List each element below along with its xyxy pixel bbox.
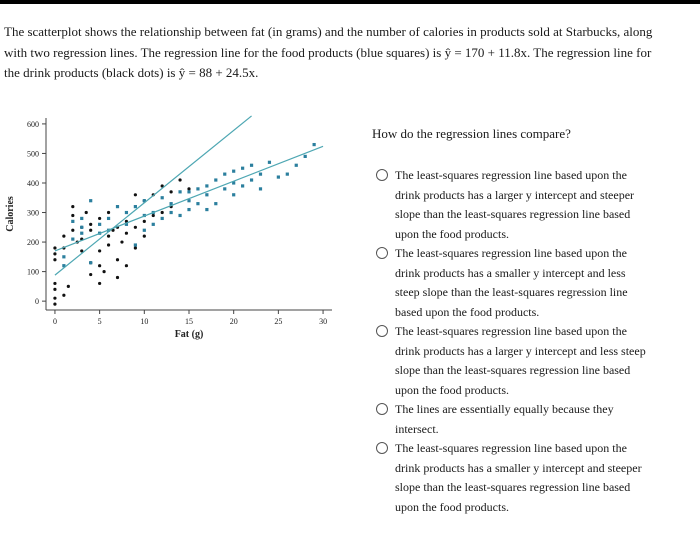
data-point-food [277,175,280,178]
answer-option-4[interactable] [376,400,696,439]
data-point-food [286,173,289,176]
data-point-drink [107,243,110,246]
x-tick-label: 10 [140,317,149,326]
data-point-drink [187,187,190,190]
y-tick-label: 600 [27,119,39,129]
option-line: steep slope than the least-squares regression line [395,285,628,299]
data-point-drink [53,302,56,305]
option-line: drink products has a larger y intercept and less steep [395,343,646,358]
data-point-drink [53,282,56,285]
data-point-drink [53,252,56,255]
data-point-drink [53,258,56,261]
intro-line: the drink products (black dots) is ŷ = 88 + 24.5x. [4,65,259,80]
problem-statement [4,22,694,84]
data-point-food [152,223,155,226]
x-tick-label: 30 [319,317,328,326]
data-point-food [313,143,316,146]
data-point-drink [102,270,105,273]
data-point-food [178,214,181,217]
data-point-drink [143,235,146,238]
answer-option-1[interactable] [376,166,696,244]
regression-line-drink [55,116,252,275]
option-text [395,166,696,244]
option-text [395,322,696,400]
data-point-food [250,164,253,167]
data-point-drink [134,193,137,196]
data-point-drink [107,211,110,214]
data-point-food [295,164,298,167]
data-point-drink [98,217,101,220]
option-text [395,244,696,322]
y-tick-label: 300 [27,208,39,218]
x-tick-label: 25 [274,317,283,326]
data-point-drink [98,264,101,267]
intro-line: with two regression lines. The regression line for the food products (blue squares) is ŷ = 170 + 11.8x. The regression line for [4,44,652,60]
question-text: How do the regression lines compare? [372,126,571,141]
data-point-drink [120,240,123,243]
data-point-food [196,202,199,205]
data-point-drink [98,282,101,285]
data-point-food [196,187,199,190]
data-point-food [80,232,83,235]
data-point-drink [170,190,173,193]
data-point-food [80,217,83,220]
data-point-drink [134,226,137,229]
data-point-food [187,190,190,193]
data-point-food [223,173,226,176]
scatterplot-chart [0,110,350,345]
option-line: upon the food products. [395,226,509,241]
data-point-food [98,223,101,226]
data-point-food [71,238,74,241]
option-line: The lines are essentially equally because they [395,402,614,416]
data-point-food [134,205,137,208]
data-point-food [223,187,226,190]
data-point-food [187,208,190,211]
data-point-drink [125,232,128,235]
data-point-drink [125,264,128,267]
radio-button[interactable] [376,442,388,454]
data-point-food [170,211,173,214]
option-line: The least-squares regression line based upon the [395,168,627,182]
data-point-food [214,202,217,205]
data-point-food [107,217,110,220]
data-point-food [205,184,208,187]
option-line: upon the food products. [395,382,509,397]
data-point-drink [98,249,101,252]
radio-button[interactable] [376,403,388,415]
option-line: based upon the food products. [395,304,540,319]
data-point-food [161,196,164,199]
data-point-drink [53,297,56,300]
x-axis-label: Fat (g) [174,329,204,340]
data-point-drink [89,273,92,276]
option-line: intersect. [395,421,439,436]
data-point-food [241,184,244,187]
data-point-food [62,255,65,258]
option-text [395,439,696,517]
data-point-food [116,205,119,208]
radio-button[interactable] [376,169,388,181]
data-point-drink [178,178,181,181]
data-point-drink [107,235,110,238]
answer-option-3[interactable] [376,322,696,400]
data-point-drink [89,229,92,232]
x-tick-label: 0 [52,317,57,326]
data-point-food [71,220,74,223]
radio-button[interactable] [376,325,388,337]
data-point-drink [53,246,56,249]
data-point-food [232,170,235,173]
data-point-drink [116,258,119,261]
x-tick-label: 20 [229,317,238,326]
y-tick-label: 200 [27,238,39,248]
data-point-drink [143,220,146,223]
data-point-drink [134,246,137,249]
top-border [0,0,700,4]
option-line: drink products has a smaller y intercept and less [395,265,626,280]
data-point-food [143,229,146,232]
option-line: slope than the least-squares regression line based [395,480,631,494]
option-line: drink products has a larger y intercept and steeper [395,187,635,202]
data-point-drink [62,235,65,238]
data-point-drink [62,294,65,297]
answer-option-2[interactable] [376,244,696,322]
data-point-drink [89,223,92,226]
data-point-food [161,217,164,220]
data-point-drink [71,214,74,217]
radio-button[interactable] [376,247,388,259]
data-point-food [241,167,244,170]
data-point-food [125,211,128,214]
option-line: upon the food products. [395,499,509,514]
answer-option-5[interactable] [376,439,696,517]
data-point-food [89,199,92,202]
option-line: The least-squares regression line based upon the [395,441,627,455]
option-line: slope than the least-squares regression line based [395,207,631,221]
data-point-drink [53,288,56,291]
answer-options [376,166,696,517]
x-tick-label: 5 [97,317,102,326]
data-point-drink [71,205,74,208]
data-point-food [80,226,83,229]
y-axis-label: Calories [5,196,16,232]
data-point-food [259,173,262,176]
data-point-food [259,187,262,190]
data-point-food [89,261,92,264]
option-line: The least-squares regression line based upon the [395,246,627,260]
option-text [395,400,696,439]
intro-line: The scatterplot shows the relationship between fat (in grams) and the number of calories in products sold at Starbucks, along [4,24,653,39]
data-point-drink [67,285,70,288]
data-point-drink [71,229,74,232]
data-point-food [214,178,217,181]
data-point-drink [85,211,88,214]
regression-line-food [55,146,323,251]
data-point-food [178,190,181,193]
y-tick-label: 100 [27,267,39,277]
data-point-food [205,193,208,196]
option-line: slope than the least-squares regression line based [395,363,631,377]
data-point-drink [116,276,119,279]
data-point-food [134,243,137,246]
data-point-food [304,155,307,158]
option-line: drink products has a smaller y intercept and steeper [395,460,642,475]
data-point-drink [161,211,164,214]
data-point-food [250,178,253,181]
y-tick-label: 500 [27,149,39,159]
option-line: The least-squares regression line based upon the [395,324,627,338]
data-point-food [232,193,235,196]
y-tick-label: 0 [35,297,39,307]
data-point-food [205,208,208,211]
y-tick-label: 400 [27,178,39,188]
x-tick-label: 15 [185,317,193,326]
data-point-food [268,161,271,164]
data-point-drink [152,214,155,217]
